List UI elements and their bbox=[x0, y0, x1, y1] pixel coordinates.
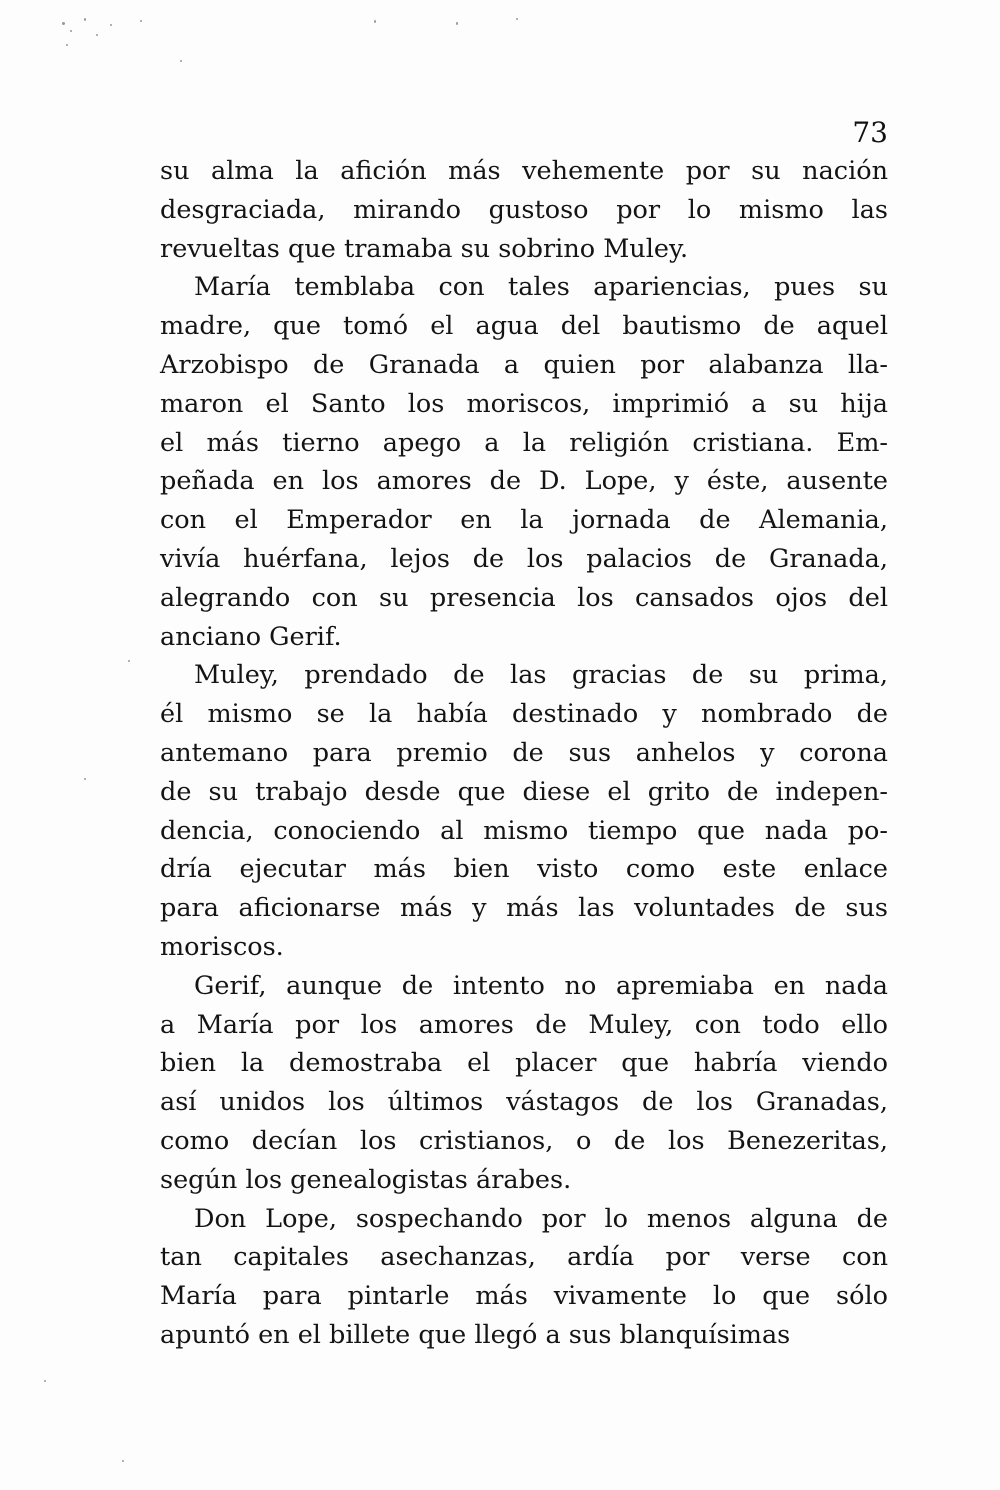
text-line: su alma la afición más vehemente por su nación bbox=[160, 156, 888, 186]
text-line: Arzobispo de Granada a quien por alabanza lla- bbox=[160, 349, 888, 380]
text-line: dría ejecutar más bien visto como este enlace bbox=[160, 854, 888, 885]
text-line: de su trabajo desde que diese el grito de indepen- bbox=[160, 776, 888, 807]
text-line: bien la demostraba el placer que habría viendo bbox=[160, 1048, 888, 1079]
text-line: alegrando con su presencia los cansados ojos del bbox=[160, 582, 888, 613]
text-line: según los genealogistas árabes. bbox=[160, 1164, 572, 1195]
text-line: desgraciada, mirando gustoso por lo mismo las bbox=[160, 194, 888, 225]
text-line: para aficionarse más y más las voluntades de sus bbox=[160, 893, 888, 924]
paragraph bbox=[160, 1200, 888, 1355]
text-line: madre, que tomó el agua del bautismo de aquel bbox=[160, 311, 888, 342]
body-text bbox=[160, 152, 888, 1355]
paragraph bbox=[160, 967, 888, 1200]
text-line: María para pintarle más vivamente lo que sólo bbox=[160, 1281, 888, 1312]
text-line: Gerif, aunque de intento no apremiaba en nada bbox=[194, 970, 888, 1001]
text-line: el más tierno apego a la religión cristiana. Em- bbox=[160, 427, 888, 458]
text-line: María temblaba con tales apariencias, pues su bbox=[194, 272, 888, 303]
text-line: él mismo se la había destinado y nombrado de bbox=[160, 699, 888, 730]
text-line: así unidos los últimos vástagos de los Granadas, bbox=[160, 1087, 888, 1118]
text-line: vivía huérfana, lejos de los palacios de Granada, bbox=[160, 543, 888, 574]
paragraph bbox=[160, 656, 888, 966]
text-line: apuntó en el billete que llegó a sus blanquísimas bbox=[160, 1319, 791, 1350]
text-line: peñada en los amores de D. Lope, y éste, ausente bbox=[160, 466, 888, 497]
text-line: maron el Santo los moriscos, imprimió a su hija bbox=[160, 388, 888, 419]
text-line: a María por los amores de Muley, con todo ello bbox=[160, 1009, 888, 1040]
page-number: 73 bbox=[852, 116, 888, 149]
text-line: antemano para premio de sus anhelos y corona bbox=[160, 737, 888, 768]
text-line: tan capitales asechanzas, ardía por verse con bbox=[160, 1242, 888, 1273]
text-line: revueltas que tramaba su sobrino Muley. bbox=[160, 233, 689, 264]
text-line: anciano Gerif. bbox=[160, 621, 342, 652]
text-line: Don Lope, sospechando por lo menos alguna de bbox=[194, 1203, 888, 1234]
text-line: como decían los cristianos, o de los Benezeritas, bbox=[160, 1125, 888, 1156]
text-line: moriscos. bbox=[160, 931, 284, 962]
paragraph bbox=[160, 268, 888, 656]
text-line: con el Emperador en la jornada de Alemania, bbox=[160, 505, 888, 536]
text-line: Muley, prendado de las gracias de su prima, bbox=[194, 660, 888, 691]
text-line: dencia, conociendo al mismo tiempo que nada po- bbox=[160, 815, 888, 846]
paragraph bbox=[160, 152, 888, 268]
